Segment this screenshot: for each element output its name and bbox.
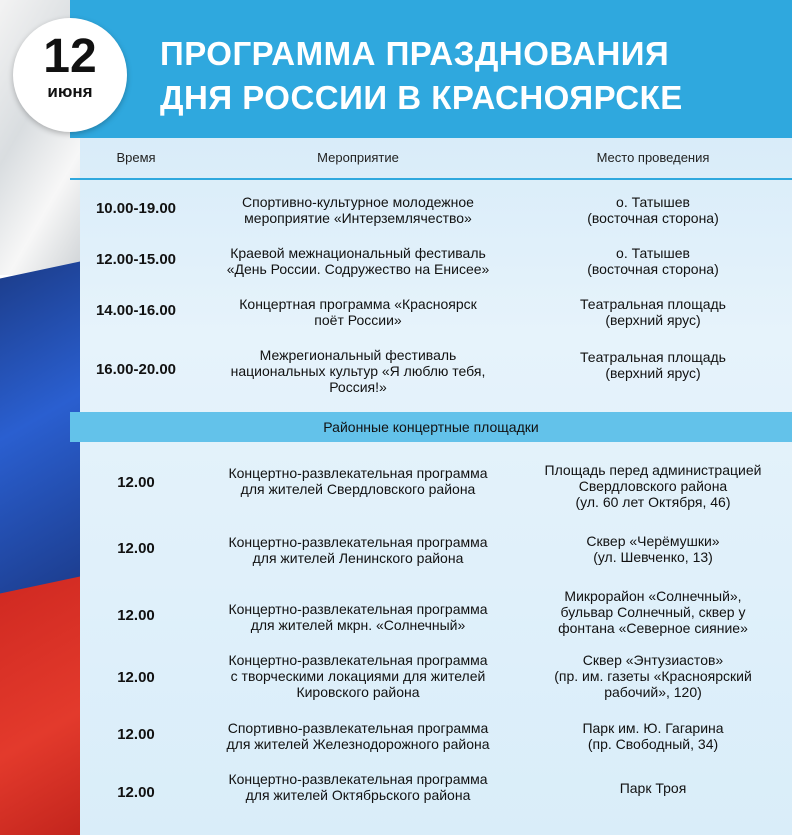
event-place-line: (восточная сторона) — [587, 261, 719, 277]
event-place — [514, 720, 792, 752]
event-time: 16.00-20.00 — [95, 361, 177, 378]
event-title-line: Спортивно-культурное молодежное — [242, 194, 474, 210]
header-divider — [70, 178, 792, 180]
event-title — [202, 720, 514, 752]
event-title-line: Россия!» — [329, 379, 387, 395]
flag-red-stripe — [0, 576, 80, 835]
table-row — [70, 194, 792, 234]
event-title — [202, 347, 514, 395]
event-place-line: (ул. 60 лет Октября, 46) — [575, 494, 731, 510]
event-place-line: о. Татышев — [616, 245, 690, 261]
event-title-line: для жителей Октябрьского района — [245, 787, 471, 803]
event-title-line: с творческими локациями для жителей — [230, 668, 486, 684]
event-place-line: Театральная площадь — [580, 349, 726, 365]
table-row — [70, 720, 792, 760]
event-time: 12.00 — [117, 474, 155, 491]
event-time: 12.00-15.00 — [95, 251, 177, 268]
event-place-line: фонтана «Северное сияние» — [558, 620, 748, 636]
event-place — [514, 588, 792, 636]
event-place — [514, 780, 792, 796]
event-place-line: Площадь перед администрацией — [544, 462, 762, 478]
table-row — [70, 462, 792, 514]
event-place-line: (верхний ярус) — [605, 365, 701, 381]
section-title: Районные концертные площадки — [323, 419, 539, 435]
event-place — [514, 533, 792, 565]
section-header-district — [70, 412, 792, 442]
title-line-1: ПРОГРАММА ПРАЗДНОВАНИЯ — [160, 35, 670, 72]
event-place-line: Сквер «Черёмушки» — [586, 533, 720, 549]
table-row — [70, 245, 792, 285]
event-title-line: «День России. Содружество на Енисее» — [226, 261, 490, 277]
table-row — [70, 588, 792, 640]
event-place-line: рабочий», 120) — [604, 684, 702, 700]
event-place — [514, 349, 792, 381]
event-title — [202, 534, 514, 566]
event-title-line: Концертно-развлекательная программа — [228, 534, 488, 550]
event-place-line: (верхний ярус) — [605, 312, 701, 328]
event-title-line: Концертно-развлекательная программа — [228, 465, 488, 481]
event-time: 12.00 — [117, 540, 155, 557]
event-time: 12.00 — [117, 669, 155, 686]
event-place-line: (пр. им. газеты «Красноярский — [554, 668, 752, 684]
event-time: 14.00-16.00 — [95, 302, 177, 319]
event-title-line: для жителей мкрн. «Солнечный» — [250, 617, 466, 633]
event-place-line: Сквер «Энтузиастов» — [582, 652, 724, 668]
table-row — [70, 652, 792, 704]
event-title-line: Концертная программа «Красноярск — [239, 296, 477, 312]
event-place — [514, 652, 792, 700]
event-title-line: Краевой межнациональный фестиваль — [230, 245, 486, 261]
event-place-line: (пр. Свободный, 34) — [587, 736, 719, 752]
event-place-line: бульвар Солнечный, сквер у — [560, 604, 746, 620]
event-place — [514, 462, 792, 510]
event-place-line: Театральная площадь — [580, 296, 726, 312]
event-place-line: (ул. Шевченко, 13) — [593, 549, 713, 565]
event-title — [202, 652, 514, 700]
column-header-place: Место проведения — [596, 150, 710, 165]
event-title — [202, 771, 514, 803]
event-title — [202, 296, 514, 328]
event-title-line: Кировского района — [296, 684, 420, 700]
event-place-line: Парк им. Ю. Гагарина — [582, 720, 724, 736]
event-title-line: для жителей Ленинского района — [252, 550, 464, 566]
event-title — [202, 194, 514, 226]
event-title-line: Спортивно-развлекательная программа — [227, 720, 489, 736]
column-header-time: Время — [116, 150, 156, 165]
event-time: 12.00 — [117, 607, 155, 624]
event-place — [514, 194, 792, 226]
column-header-event: Мероприятие — [317, 150, 399, 165]
date-month: июня — [47, 82, 93, 101]
event-time: 12.00 — [117, 784, 155, 801]
event-place-line: (восточная сторона) — [587, 210, 719, 226]
event-place-line: Свердловского района — [578, 478, 728, 494]
event-place-line: о. Татышев — [616, 194, 690, 210]
event-title-line: мероприятие «Интерземлячество» — [244, 210, 472, 226]
page-title — [160, 32, 760, 120]
event-title-line: Концертно-развлекательная программа — [228, 652, 488, 668]
event-place-line: Парк Троя — [619, 780, 687, 796]
event-time: 10.00-19.00 — [95, 200, 177, 217]
event-place — [514, 296, 792, 328]
event-time: 12.00 — [117, 726, 155, 743]
event-place-line: Микрорайон «Солнечный», — [564, 588, 742, 604]
event-title-line: для жителей Свердловского района — [240, 481, 476, 497]
event-title — [202, 245, 514, 277]
table-row — [70, 296, 792, 336]
event-title-line: Концертно-развлекательная программа — [228, 771, 488, 787]
event-title-line: Межрегиональный фестиваль — [259, 347, 457, 363]
event-title — [202, 601, 514, 633]
table-row — [70, 347, 792, 399]
date-day: 12 — [43, 30, 97, 83]
event-title-line: Концертно-развлекательная программа — [228, 601, 488, 617]
event-title-line: поёт России» — [314, 312, 402, 328]
flag-blue-stripe — [0, 261, 80, 608]
event-title — [202, 465, 514, 497]
event-place — [514, 245, 792, 277]
event-title-line: для жителей Железнодорожного района — [226, 736, 490, 752]
date-badge — [13, 18, 127, 132]
table-row — [70, 771, 792, 811]
table-row — [70, 533, 792, 573]
title-line-2: ДНЯ РОССИИ В КРАСНОЯРСКЕ — [160, 79, 683, 116]
event-title-line: национальных культур «Я люблю тебя, — [230, 363, 486, 379]
